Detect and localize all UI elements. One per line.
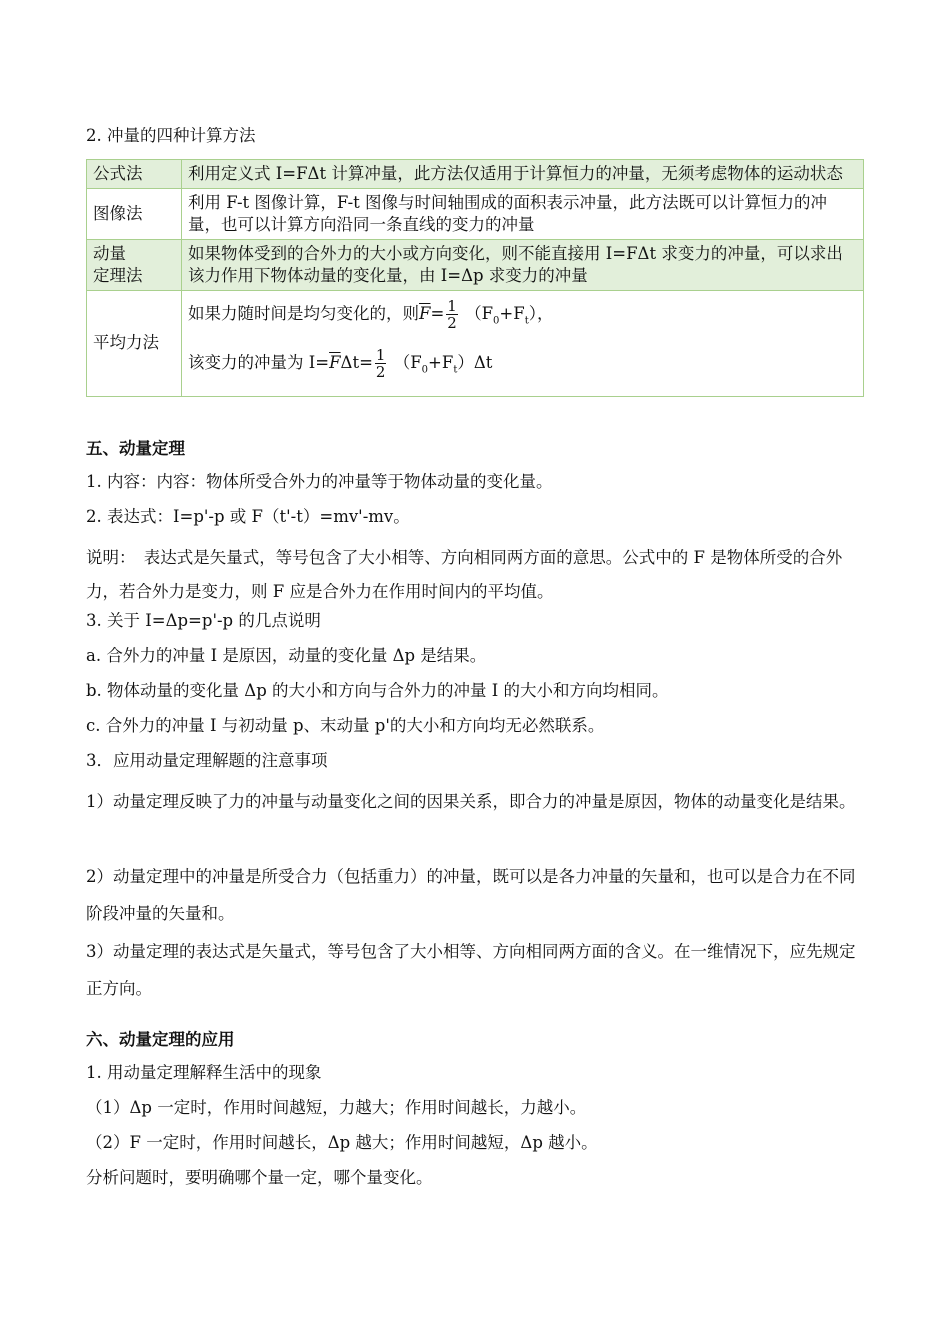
paragraph: 2）动量定理中的冲量是所受合力（包括重力）的冲量，既可以是各力冲量的矢量和，也可以是合力在不同阶段冲量的矢量和。 xyxy=(86,867,856,923)
paragraph: （1）Δp 一定时，作用时间越短，力越大；作用时间越长，力越小。 xyxy=(86,1098,587,1117)
paragraph: b. 物体动量的变化量 Δp 的大小和方向与合外力的冲量 I 的大小和方向均相同。 xyxy=(86,681,669,700)
formula-text: 如果力随时间是均匀变化的，则 xyxy=(188,304,419,323)
formula-line-1: 如果力随时间是均匀变化的，则$\overline{F}=$ $\frac{1}{2}$ $(F_0+F_t)$， xyxy=(188,297,554,332)
table-row xyxy=(87,240,864,291)
methods-title: 2. 冲量的四种计算方法 xyxy=(86,126,256,145)
formula-text: （F xyxy=(465,304,494,323)
table-row xyxy=(87,160,864,189)
method-key: 图像法 xyxy=(87,189,182,240)
method-key: 平均力法 xyxy=(87,291,182,397)
paragraph: 3）动量定理的表达式是矢量式，等号包含了大小相等、方向相同两方面的含义。在一维情况下，应先规定正方向。 xyxy=(86,942,856,998)
paragraph: 分析问题时，要明确哪个量一定，哪个量变化。 xyxy=(86,1168,433,1187)
method-desc: 利用 F-t 图像计算，F-t 图像与时间轴围成的面积表示冲量，此方法既可以计算恒力的冲量，也可以计算方向沿同一条直线的变力的冲量 xyxy=(182,189,864,240)
paragraph: 2. 表达式：I=p'-p 或 F（t'-t）=mv'-mv。 xyxy=(86,507,410,526)
paragraph: 3. 关于 I=Δp=p'-p 的几点说明 xyxy=(86,611,321,630)
f-bar: $\overline{F}$ xyxy=(329,353,341,373)
method-desc: 利用定义式 I=FΔt 计算冲量，此方法仅适用于计算恒力的冲量，无须考虑物体的运动状态 xyxy=(182,160,864,189)
methods-table xyxy=(86,159,864,397)
section-heading-5: 五、动量定理 xyxy=(86,439,185,458)
paragraph: 1. 内容：内容：物体所受合外力的冲量等于物体动量的变化量。 xyxy=(86,472,553,491)
formula-eq: = xyxy=(430,304,445,323)
formula-text: 该变力的冲量为 I= xyxy=(188,353,330,373)
paragraph: 说明： 表达式是矢量式，等号包含了大小相等、方向相同两方面的意思。公式中的 F 是物体所受的合外力，若合外力是变力，则 F 应是合外力在作用时间内的平均值。 xyxy=(86,548,843,601)
paragraph: 1. 用动量定理解释生活中的现象 xyxy=(86,1063,322,1082)
method-desc-formula xyxy=(182,291,864,397)
paragraph: （2）F 一定时，作用时间越长，Δp 越大；作用时间越短，Δp 越小。 xyxy=(86,1133,598,1152)
method-desc: 如果物体受到的合外力的大小或方向变化，则不能直接用 I=FΔt 求变力的冲量，可以求出该力作用下物体动量的变化量，由 I=Δp 求变力的冲量 xyxy=(182,240,864,291)
formula-line-2: 该变力的冲量为 $I=\overline{F}\Delta t=$ $\frac{1}{2}$ $(F_0+F_t)\Delta t$ xyxy=(188,346,493,382)
fraction: $\frac{1}{2}$ xyxy=(375,346,386,382)
paragraph: 3．应用动量定理解题的注意事项 xyxy=(86,751,328,770)
method-key-line: 动量 xyxy=(93,244,126,263)
method-key xyxy=(87,240,182,291)
f-bar: $\overline{F}$ xyxy=(419,304,431,323)
method-key: 公式法 xyxy=(87,160,182,189)
paragraph: c. 合外力的冲量 I 与初动量 p、末动量 p'的大小和方向均无必然联系。 xyxy=(86,716,605,735)
table-row xyxy=(87,291,864,397)
section-heading-6: 六、动量定理的应用 xyxy=(86,1030,235,1049)
paragraph: a. 合外力的冲量 I 是原因，动量的变化量 Δp 是结果。 xyxy=(86,646,487,665)
table-row xyxy=(87,189,864,240)
fraction: $\frac{1}{2}$ xyxy=(447,297,457,332)
method-key-line: 定理法 xyxy=(93,266,143,285)
paragraph: 1）动量定理反映了力的冲量与动量变化之间的因果关系，即合力的冲量是原因，物体的动量变化是结果。 xyxy=(86,792,856,811)
